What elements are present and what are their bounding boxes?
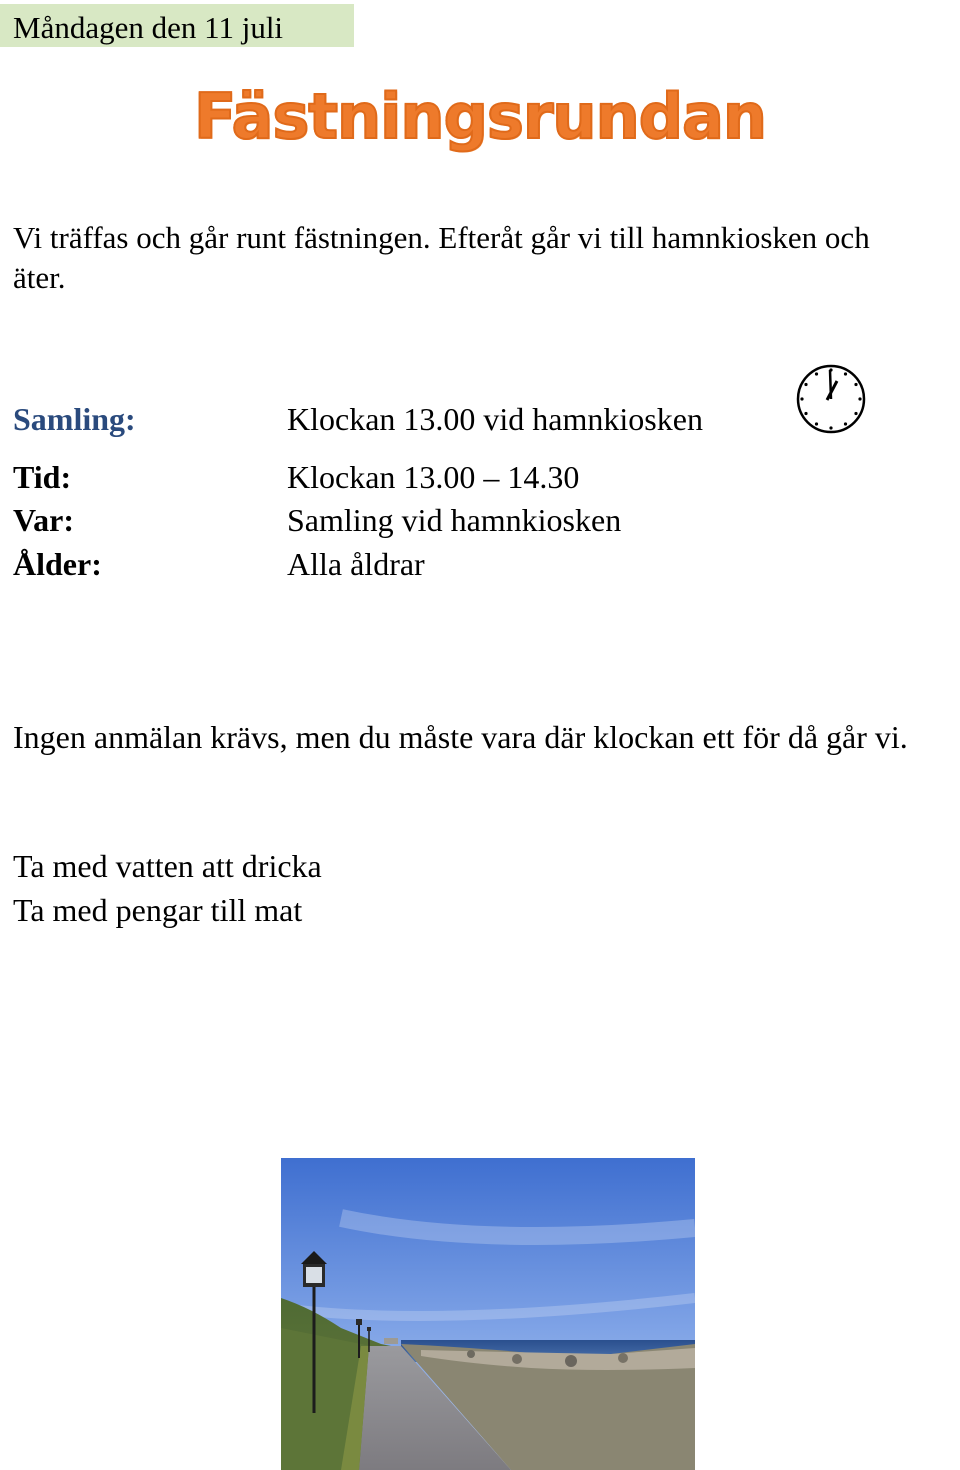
bring-item: Ta med vatten att dricka	[13, 848, 322, 884]
registration-note: Ingen anmälan krävs, men du måste vara där klockan ett för då går vi.	[13, 719, 908, 755]
alder-label: Ålder:	[13, 546, 102, 582]
var-label: Var:	[13, 502, 75, 538]
samling-value: Klockan 13.00 vid hamnkiosken	[287, 401, 703, 437]
clock-icon	[794, 362, 868, 436]
samling-label: Samling:	[13, 401, 136, 437]
tid-value: Klockan 13.00 – 14.30	[287, 459, 580, 495]
seaside-path-photo	[281, 1158, 695, 1470]
intro-text: Vi träffas och går runt fästningen. Efteråt går vi till hamnkiosken och äter.	[13, 220, 870, 295]
var-value: Samling vid hamnkiosken	[287, 502, 622, 538]
bring-item: Ta med pengar till mat	[13, 892, 303, 928]
tid-label: Tid:	[13, 459, 72, 495]
date-banner	[0, 4, 354, 47]
page-title: Fästningsrundan	[193, 80, 767, 153]
date-text: Måndagen den 11 juli	[13, 10, 284, 45]
alder-value: Alla åldrar	[287, 546, 425, 582]
